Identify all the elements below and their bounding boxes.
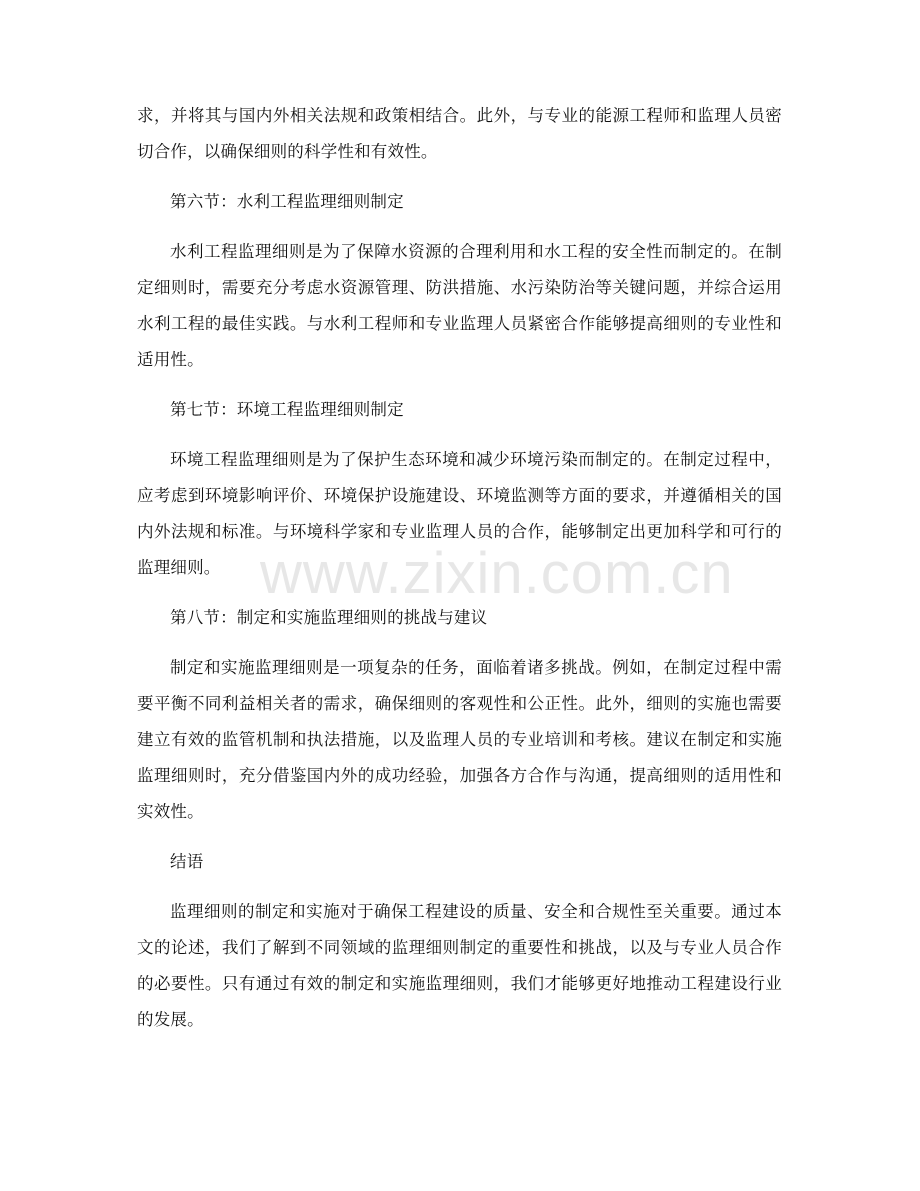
paragraph-continued: 求，并将其与国内外相关法规和政策相结合。此外，与专业的能源工程师和监理人员密切合作，以确保细则的科学性和有效性。 [137, 106, 782, 161]
paragraph-section-6: 水利工程监理细则是为了保障水资源的合理利用和水工程的安全性而制定的。在制定细则时，需要充分考虑水资源管理、防洪措施、水污染防治等关键问题，并综合运用水利工程的最佳实践。与水利工程师和专业监理人员紧密合作能够提高细则的专业性和适用性。 [137, 242, 782, 369]
section-heading-8: 第八节：制定和实施监理细则的挑战与建议 [170, 608, 488, 627]
watermark: www.zixin.com.cn [260, 541, 734, 606]
section-heading-6: 第六节：水利工程监理细则制定 [170, 192, 404, 211]
conclusion-heading: 结语 [170, 852, 204, 871]
paragraph-section-8: 制定和实施监理细则是一项复杂的任务，面临着诸多挑战。例如，在制定过程中需要平衡不同利益相关者的需求，确保细则的客观性和公正性。此外，细则的实施也需要建立有效的监管机制和执法措施，以及监理人员的专业培训和考核。建议在制定和实施监理细则时，充分借鉴国内外的成功经验，加强各方合作与沟通，提高细则的适用性和实效性。 [137, 658, 782, 821]
section-heading-7: 第七节：环境工程监理细则制定 [170, 400, 404, 419]
paragraph-conclusion: 监理细则的制定和实施对于确保工程建设的质量、安全和合规性至关重要。通过本文的论述，我们了解到不同领域的监理细则制定的重要性和挑战，以及与专业人员合作的必要性。只有通过有效的制定和实施监理细则，我们才能够更好地推动工程建设行业的发展。 [137, 902, 782, 1029]
paragraph-section-7: 环境工程监理细则是为了保护生态环境和减少环境污染而制定的。在制定过程中，应考虑到环境影响评价、环境保护设施建设、环境监测等方面的要求，并遵循相关的国内外法规和标准。与环境科学家和专业监理人员的合作，能够制定出更加科学和可行的监理细则。 [137, 450, 782, 577]
